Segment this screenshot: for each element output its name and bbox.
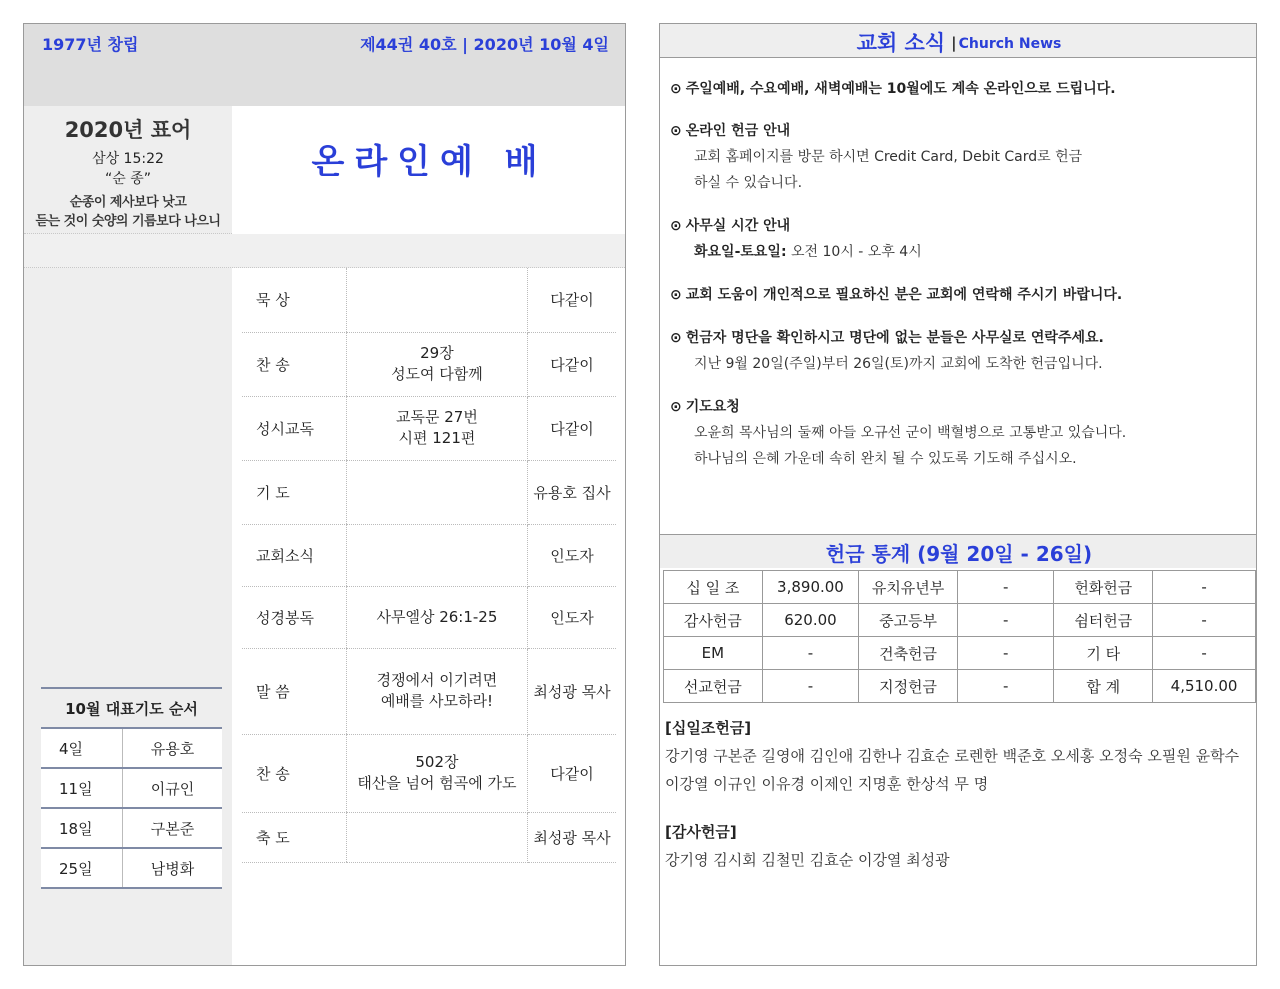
section-heading: [십일조헌금]	[665, 719, 752, 737]
news-list	[670, 76, 1240, 489]
order-item: 성경봉독	[242, 586, 346, 648]
offering-row	[664, 670, 1256, 703]
motto-line: 듣는 것이 숫양의 기름보다 나으니	[35, 214, 221, 229]
offering-category: 합 계	[1054, 670, 1153, 703]
prayer-row	[41, 728, 222, 768]
offering-amount: -	[957, 670, 1054, 703]
order-item: 찬 송	[242, 734, 346, 812]
service-title-box	[232, 106, 626, 234]
prayer-date: 11일	[41, 768, 123, 808]
news-heading-text: 온라인 헌금 안내	[685, 123, 791, 139]
offering-name-sections	[665, 714, 1253, 874]
order-content	[346, 812, 527, 862]
worship-order-row	[242, 268, 616, 332]
news-heading-text: 기도요청	[685, 399, 740, 415]
news-subtitle: Church News	[958, 36, 1062, 52]
offering-category: 십 일 조	[664, 571, 763, 604]
order-leader: 최성광 목사	[528, 812, 616, 862]
order-leader: 인도자	[528, 586, 616, 648]
worship-order-table	[242, 268, 616, 863]
worship-order-row	[242, 332, 616, 396]
order-item: 성시교독	[242, 396, 346, 460]
donor-names: 강기영 구본준 길영애 김인애 김한나 김효순 로렌한 백준호 오세홍 오정숙 오필원 윤학수	[665, 747, 1240, 765]
news-heading	[670, 325, 1240, 351]
news-item	[670, 213, 1240, 265]
offering-category: 헌화헌금	[1054, 571, 1153, 604]
news-item	[670, 282, 1240, 308]
worship-order-row	[242, 524, 616, 586]
offering-amount: -	[1153, 571, 1256, 604]
divider-band	[24, 234, 626, 268]
donor-names: 이강열 이규인 이유경 이제인 지명훈 한상석 무 명	[665, 775, 989, 793]
prayer-leader: 이규인	[123, 768, 223, 808]
news-heading-text: 교회 도움이 개인적으로 필요하신 분은 교회에 연락해 주시기 바랍니다.	[685, 287, 1123, 303]
order-leader: 유용호 집사	[528, 460, 616, 524]
news-body-line: 하나님의 은혜 가운데 속히 완치 될 수 있도록 기도해 주십시오.	[694, 451, 1077, 467]
bullet-icon: ⊙	[670, 123, 682, 139]
offering-amount: -	[762, 670, 859, 703]
order-content: 경쟁에서 이기려면 예배를 사모하라!	[346, 648, 527, 734]
offering-category: 기 타	[1054, 637, 1153, 670]
order-item: 말 씀	[242, 648, 346, 734]
order-content: 교독문 27번 시편 121편	[346, 396, 527, 460]
news-body-line	[670, 239, 1240, 265]
order-content: 29장 성도여 다함께	[346, 332, 527, 396]
prayer-date: 4일	[41, 728, 123, 768]
news-heading-text: 주일예배, 수요예배, 새벽예배는 10월에도 계속 온라인으로 드립니다.	[685, 81, 1116, 97]
news-item	[670, 394, 1240, 472]
order-content	[346, 524, 527, 586]
news-heading	[670, 76, 1240, 102]
worship-order-row	[242, 586, 616, 648]
order-item: 축 도	[242, 812, 346, 862]
news-body-line: 오윤희 목사님의 둘째 아들 오규선 군이 백혈병으로 고통받고 있습니다.	[694, 425, 1127, 441]
annual-motto	[24, 106, 232, 234]
order-leader: 다같이	[528, 734, 616, 812]
news-header	[660, 24, 1257, 58]
news-body-line: 하실 수 있습니다.	[694, 175, 803, 191]
bullet-icon: ⊙	[670, 330, 682, 346]
offering-amount: 620.00	[762, 604, 859, 637]
worship-order-row	[242, 812, 616, 862]
prayer-leader: 남병화	[123, 848, 223, 888]
offering-amount: -	[957, 637, 1054, 670]
prayer-date: 25일	[41, 848, 123, 888]
order-content	[346, 268, 527, 332]
offering-category: 지정헌금	[859, 670, 958, 703]
prayer-schedule-table	[41, 687, 222, 889]
prayer-leader: 유용호	[123, 728, 223, 768]
prayer-leader: 구본준	[123, 808, 223, 848]
offering-amount: -	[762, 637, 859, 670]
worship-order-row	[242, 460, 616, 524]
motto-theme: “순 종”	[104, 171, 151, 187]
offering-name-section	[665, 714, 1253, 798]
prayer-row	[41, 808, 222, 848]
donor-names: 강기영 김시회 김철민 김효순 이강열 최성광	[665, 851, 950, 869]
offering-amount: 4,510.00	[1153, 670, 1256, 703]
news-body-text: 오전 10시 - 오후 4시	[786, 244, 922, 260]
order-content: 502장 태산을 넘어 험곡에 가도	[346, 734, 527, 812]
order-item: 묵 상	[242, 268, 346, 332]
news-heading-text: 헌금자 명단을 확인하시고 명단에 없는 분들은 사무실로 연락주세요.	[685, 330, 1104, 346]
offering-name-section	[665, 818, 1253, 874]
offering-amount: -	[1153, 604, 1256, 637]
order-leader: 인도자	[528, 524, 616, 586]
worship-bulletin-page	[23, 23, 626, 966]
prayer-row	[41, 768, 222, 808]
order-item: 기 도	[242, 460, 346, 524]
order-leader: 다같이	[528, 332, 616, 396]
offering-category: 유치유년부	[859, 571, 958, 604]
news-item	[670, 76, 1240, 102]
offering-header	[660, 534, 1257, 568]
offering-amount: -	[1153, 637, 1256, 670]
bulletin-header	[24, 24, 626, 106]
bullet-icon: ⊙	[670, 81, 682, 97]
order-item: 교회소식	[242, 524, 346, 586]
news-heading	[670, 282, 1240, 308]
news-heading	[670, 213, 1240, 239]
news-body-line: 교회 홈페이지를 방문 하시면 Credit Card, Debit Card로 헌금	[694, 149, 1083, 165]
news-heading	[670, 394, 1240, 420]
prayer-schedule-title: 10월 대표기도 순서	[41, 688, 222, 728]
order-leader: 다같이	[528, 396, 616, 460]
prayer-date: 18일	[41, 808, 123, 848]
motto-title: 2020년 표어	[64, 118, 192, 142]
news-body-line: 지난 9월 20일(주일)부터 26일(토)까지 교회에 도착한 헌금입니다.	[694, 356, 1103, 372]
order-content	[346, 460, 527, 524]
offering-amount: 3,890.00	[762, 571, 859, 604]
news-title: 교회 소식	[856, 31, 946, 55]
news-heading	[670, 118, 1240, 144]
offering-row	[664, 604, 1256, 637]
section-heading: [감사헌금]	[665, 823, 737, 841]
bullet-icon: ⊙	[670, 287, 682, 303]
offering-row	[664, 637, 1256, 670]
bullet-icon: ⊙	[670, 218, 682, 234]
offering-category: 중고등부	[859, 604, 958, 637]
order-item: 찬 송	[242, 332, 346, 396]
issue-info: 제44권 40호 | 2020년 10월 4일	[360, 35, 609, 54]
news-item	[670, 325, 1240, 377]
offering-title: 헌금 통계 (9월 20일 - 26일)	[825, 542, 1093, 566]
worship-order-row	[242, 648, 616, 734]
news-item	[670, 118, 1240, 196]
offering-category: 쉼터헌금	[1054, 604, 1153, 637]
order-leader: 최성광 목사	[528, 648, 616, 734]
offering-category: 감사헌금	[664, 604, 763, 637]
motto-verse: 삼상 15:22	[92, 151, 164, 167]
worship-order-row	[242, 396, 616, 460]
offering-category: EM	[664, 637, 763, 670]
founded-year: 1977년 창립	[42, 35, 139, 54]
service-title: 온라인예 배	[311, 142, 548, 182]
bullet-icon: ⊙	[670, 399, 682, 415]
worship-order-row	[242, 734, 616, 812]
offering-row	[664, 571, 1256, 604]
motto-line: 순종이 제사보다 낫고	[69, 195, 187, 210]
title-separator: |	[951, 34, 957, 52]
offering-amount: -	[957, 571, 1054, 604]
news-body-label: 화요일-토요일:	[694, 244, 787, 260]
church-news-page	[659, 23, 1257, 966]
order-content: 사무엘상 26:1-25	[346, 586, 527, 648]
offering-stats-table	[663, 570, 1256, 703]
order-leader: 다같이	[528, 268, 616, 332]
news-heading-text: 사무실 시간 안내	[685, 218, 791, 234]
prayer-row	[41, 848, 222, 888]
offering-category: 건축헌금	[859, 637, 958, 670]
offering-category: 선교헌금	[664, 670, 763, 703]
offering-amount: -	[957, 604, 1054, 637]
